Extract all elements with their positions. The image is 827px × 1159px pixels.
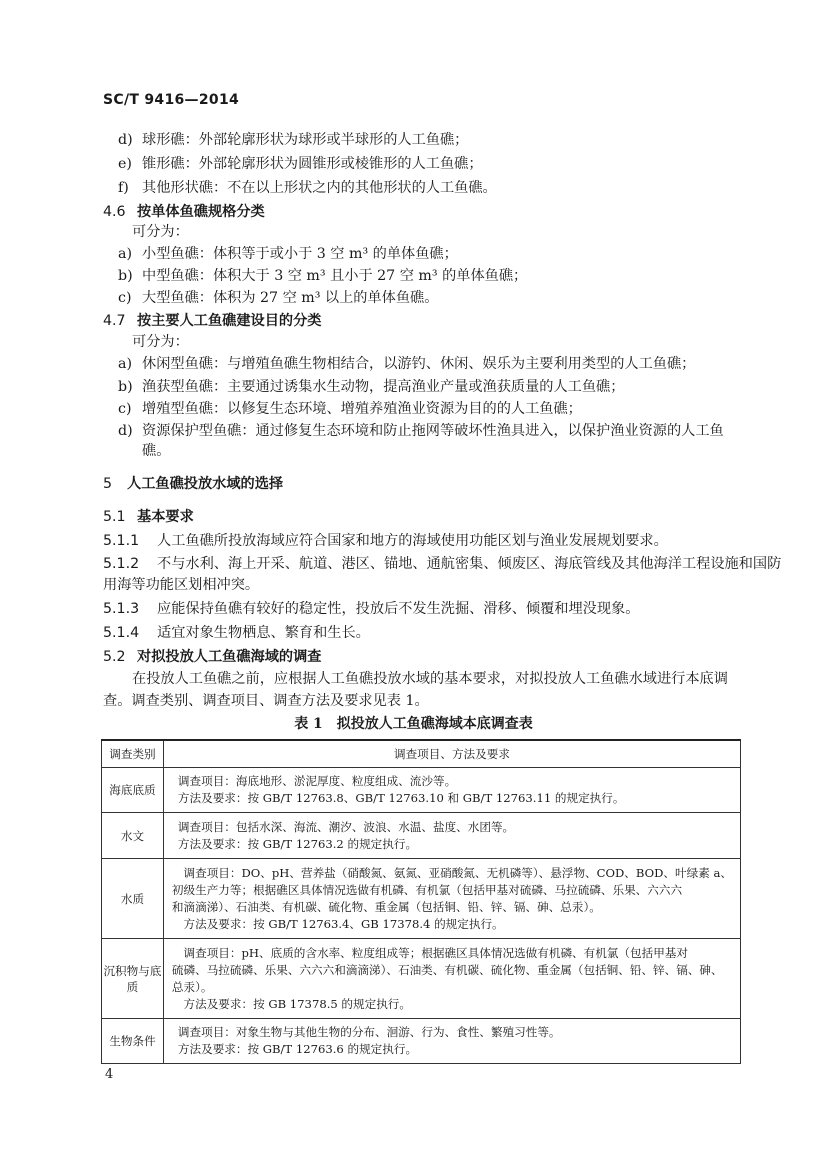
column-header: 调查项目、方法及要求	[163, 740, 740, 768]
section-4-7-heading: 4.7 按主要人工鱼礁建设目的分类	[103, 313, 322, 329]
page-number: 4	[105, 1067, 114, 1082]
list-item: a) 休闲型鱼礁：与增殖鱼礁生物相结合，以游钓、休闲、娱乐为主要利用类型的人工鱼礁；	[118, 356, 696, 372]
section-4-6-heading: 4.6 按单体鱼礁规格分类	[103, 204, 265, 220]
details-cell: 调查项目：对象生物与其他生物的分布、洄游、行为、食性、繁殖习性等。 方法及要求：按 GB/T 12763.6 的规定执行。	[163, 1019, 740, 1064]
category-cell: 沉积物与底质	[102, 939, 164, 1019]
list-item: a) 小型鱼礁：体积等于或小于 3 空 m³ 的单体鱼礁；	[118, 246, 458, 262]
table-row	[102, 939, 741, 1019]
clause-5-1-4: 5.1.4 适宜对象生物栖息、繁育和生长。	[103, 625, 370, 641]
list-item: d) 球形礁：外部轮廓形状为球形或半球形的人工鱼礁；	[118, 132, 469, 148]
section-5-2-heading: 5.2 对拟投放人工鱼礁海域的调查	[103, 649, 322, 665]
list-item: c) 增殖型鱼礁：以修复生态环境、增殖养殖渔业资源为目的的人工鱼礁；	[118, 401, 582, 417]
section-4-7-intro: 可分为：	[132, 334, 189, 350]
table-header-row	[102, 740, 741, 768]
list-item: b) 中型鱼礁：体积大于 3 空 m³ 且小于 27 空 m³ 的单体鱼礁；	[118, 268, 528, 284]
clause-5-1-3: 5.1.3 应能保持鱼礁有较好的稳定性，投放后不发生洗掘、滑移、倾覆和埋没现象。	[103, 601, 640, 617]
section-5-2-paragraph: 在投放人工鱼礁之前，应根据人工鱼礁投放水域的基本要求，对拟投放人工鱼礁水域进行本底调	[132, 671, 728, 687]
clause-5-1-2: 5.1.2 不与水利、海上开采、航道、港区、锚地、通航密集、倾废区、海底管线及其他海洋工程设施和国防	[103, 556, 782, 572]
section-5-1-heading: 5.1 基本要求	[103, 509, 194, 525]
list-item: d) 资源保护型鱼礁：通过修复生态环境和防止拖网等破坏性渔具进入，以保护渔业资源的人工鱼	[118, 423, 724, 439]
category-cell: 水质	[102, 859, 164, 939]
section-5-2-paragraph-continuation: 查。调查类别、调查项目、调查方法及要求见表 1。	[103, 693, 429, 709]
column-header: 调查类别	[102, 740, 164, 768]
category-cell: 生物条件	[102, 1019, 164, 1064]
section-4-6-intro: 可分为：	[132, 224, 189, 240]
list-item: e) 锥形礁：外部轮廓形状为圆锥形或棱锥形的人工鱼礁；	[118, 156, 483, 172]
details-cell: 调查项目：pH、底质的含水率、粒度组成等；根据礁区具体情况选做有机磷、有机氯（包括甲基对 硫磷、马拉硫磷、乐果、六六六和滴滴涕）、石油类、有机碳、硫化物、重金属（包括铜、铅、锌、镉、砷、 总汞）。 方法及要求：按 GB 17378.5 的规定执行。	[163, 939, 740, 1019]
survey-table	[101, 739, 741, 1064]
details-cell: 调查项目：海底地形、淤泥厚度、粒度组成、流沙等。 方法及要求：按 GB/T 12763.8、GB/T 12763.10 和 GB/T 12763.11 的规定执行。	[163, 768, 740, 813]
list-item-continuation: 礁。	[142, 443, 171, 459]
table-row	[102, 859, 741, 939]
table-row	[102, 1019, 741, 1064]
details-cell: 调查项目：包括水深、海流、潮汐、波浪、水温、盐度、水团等。 方法及要求：按 GB/T 12763.2 的规定执行。	[163, 813, 740, 859]
table-row	[102, 813, 741, 859]
details-cell: 调查项目：DO、pH、营养盐（硝酸氮、氨氮、亚硝酸氮、无机磷等）、悬浮物、COD、BOD、叶绿素 a、 初级生产力等；根据礁区具体情况选做有机磷、有机氯（包括甲基对硫磷、马拉硫磷、乐果、六六六 和滴滴涕）、石油类、有机碳、硫化物、重金属（包括铜、铅、锌、镉、砷、总汞）。 方法及要求：按 GB/T 12763.4、GB 17378.4 的规定执行。	[163, 859, 740, 939]
category-cell: 水文	[102, 813, 164, 859]
clause-5-1-1: 5.1.1 人工鱼礁所投放海域应符合国家和地方的海域使用功能区划与渔业发展规划要求。	[103, 533, 668, 549]
list-item: f) 其他形状礁：不在以上形状之内的其他形状的人工鱼礁。	[118, 180, 497, 196]
section-5-heading: 5 人工鱼礁投放水域的选择	[103, 476, 284, 492]
standard-code: SC/T 9416—2014	[103, 92, 240, 108]
clause-5-1-2-continuation: 用海等功能区划相冲突。	[103, 577, 260, 593]
category-cell: 海底底质	[102, 768, 164, 813]
list-item: c) 大型鱼礁：体积为 27 空 m³ 以上的单体鱼礁。	[118, 290, 439, 306]
table-row	[102, 768, 741, 813]
list-item: b) 渔获型鱼礁：主要通过诱集水生动物，提高渔业产量或渔获质量的人工鱼礁；	[118, 379, 625, 395]
table-caption: 表 1 拟投放人工鱼礁海域本底调查表	[294, 716, 533, 732]
